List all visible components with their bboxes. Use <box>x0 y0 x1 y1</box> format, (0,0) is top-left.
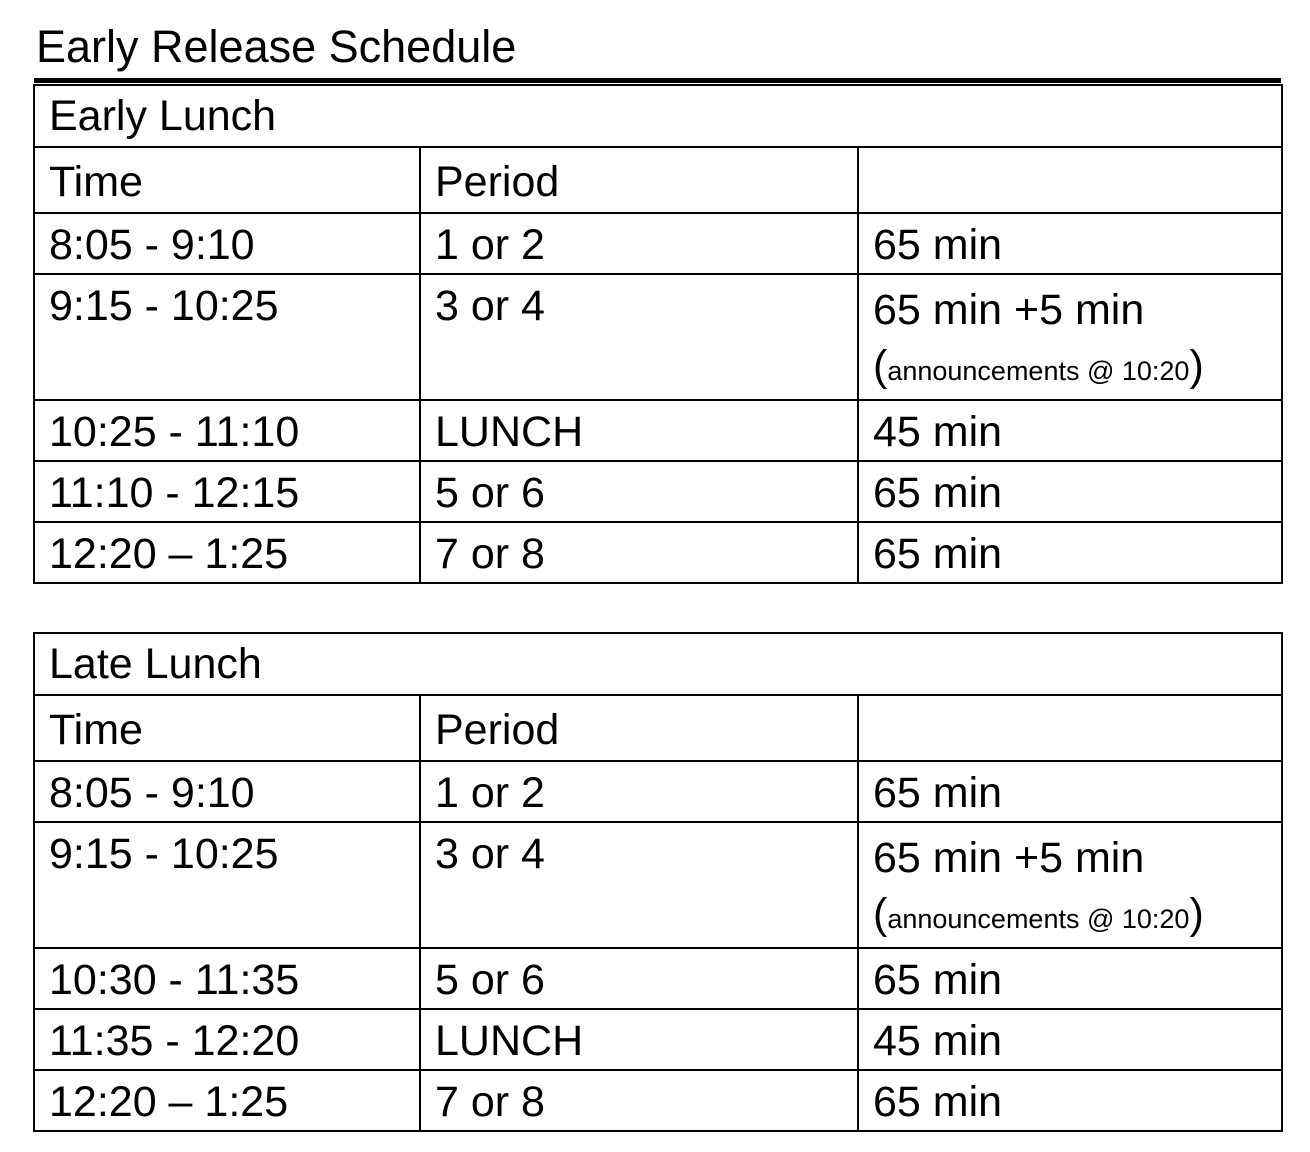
table-caption: Late Lunch <box>34 633 1282 695</box>
announcement-note <box>873 886 1281 947</box>
header-time: Time <box>34 695 420 761</box>
duration-cell: 45 min <box>858 400 1282 461</box>
table-header-row <box>34 147 1282 213</box>
table-row <box>34 948 1282 1009</box>
page-title: Early Release Schedule <box>36 21 517 72</box>
table-row <box>34 1070 1282 1131</box>
note-close-paren: ) <box>1189 890 1204 938</box>
note-text: announcements @ 10:20 <box>887 904 1190 934</box>
period-cell: 5 or 6 <box>420 948 858 1009</box>
header-period: Period <box>420 147 858 213</box>
duration-text: 65 min +5 min <box>873 286 1145 334</box>
period-cell: 3 or 4 <box>420 274 858 400</box>
time-cell: 12:20 – 1:25 <box>34 1070 420 1131</box>
period-cell: 3 or 4 <box>420 822 858 948</box>
time-cell: 10:30 - 11:35 <box>34 948 420 1009</box>
period-cell: 1 or 2 <box>420 213 858 274</box>
table-header-row <box>34 695 1282 761</box>
duration-text: 65 min +5 min <box>873 834 1145 882</box>
time-cell: 9:15 - 10:25 <box>34 822 420 948</box>
time-cell: 8:05 - 9:10 <box>34 761 420 822</box>
duration-cell <box>858 822 1282 948</box>
period-cell: LUNCH <box>420 400 858 461</box>
title-underline <box>34 78 1281 83</box>
duration-cell: 65 min <box>858 213 1282 274</box>
early-lunch-table <box>33 84 1283 584</box>
time-cell: 12:20 – 1:25 <box>34 522 420 583</box>
period-cell: 7 or 8 <box>420 522 858 583</box>
table-row <box>34 822 1282 948</box>
period-cell: 7 or 8 <box>420 1070 858 1131</box>
time-cell: 9:15 - 10:25 <box>34 274 420 400</box>
table-caption-row <box>34 85 1282 147</box>
header-duration <box>858 147 1282 213</box>
period-cell: 1 or 2 <box>420 761 858 822</box>
late-lunch-table <box>33 632 1283 1132</box>
table-row <box>34 522 1282 583</box>
duration-cell: 45 min <box>858 1009 1282 1070</box>
note-text: announcements @ 10:20 <box>887 356 1190 386</box>
note-open-paren: ( <box>873 342 888 390</box>
time-cell: 8:05 - 9:10 <box>34 213 420 274</box>
time-cell: 11:35 - 12:20 <box>34 1009 420 1070</box>
time-cell: 11:10 - 12:15 <box>34 461 420 522</box>
duration-cell: 65 min <box>858 1070 1282 1131</box>
table-row <box>34 761 1282 822</box>
table-caption: Early Lunch <box>34 85 1282 147</box>
duration-cell: 65 min <box>858 522 1282 583</box>
duration-cell: 65 min <box>858 761 1282 822</box>
table-row <box>34 400 1282 461</box>
period-cell: LUNCH <box>420 1009 858 1070</box>
table-row <box>34 274 1282 400</box>
duration-cell <box>858 274 1282 400</box>
table-row <box>34 213 1282 274</box>
header-duration <box>858 695 1282 761</box>
time-cell: 10:25 - 11:10 <box>34 400 420 461</box>
table-caption-row <box>34 633 1282 695</box>
table-row <box>34 1009 1282 1070</box>
table-row <box>34 461 1282 522</box>
header-period: Period <box>420 695 858 761</box>
note-open-paren: ( <box>873 890 888 938</box>
note-close-paren: ) <box>1189 342 1204 390</box>
period-cell: 5 or 6 <box>420 461 858 522</box>
duration-cell: 65 min <box>858 948 1282 1009</box>
header-time: Time <box>34 147 420 213</box>
duration-cell: 65 min <box>858 461 1282 522</box>
announcement-note <box>873 338 1281 399</box>
